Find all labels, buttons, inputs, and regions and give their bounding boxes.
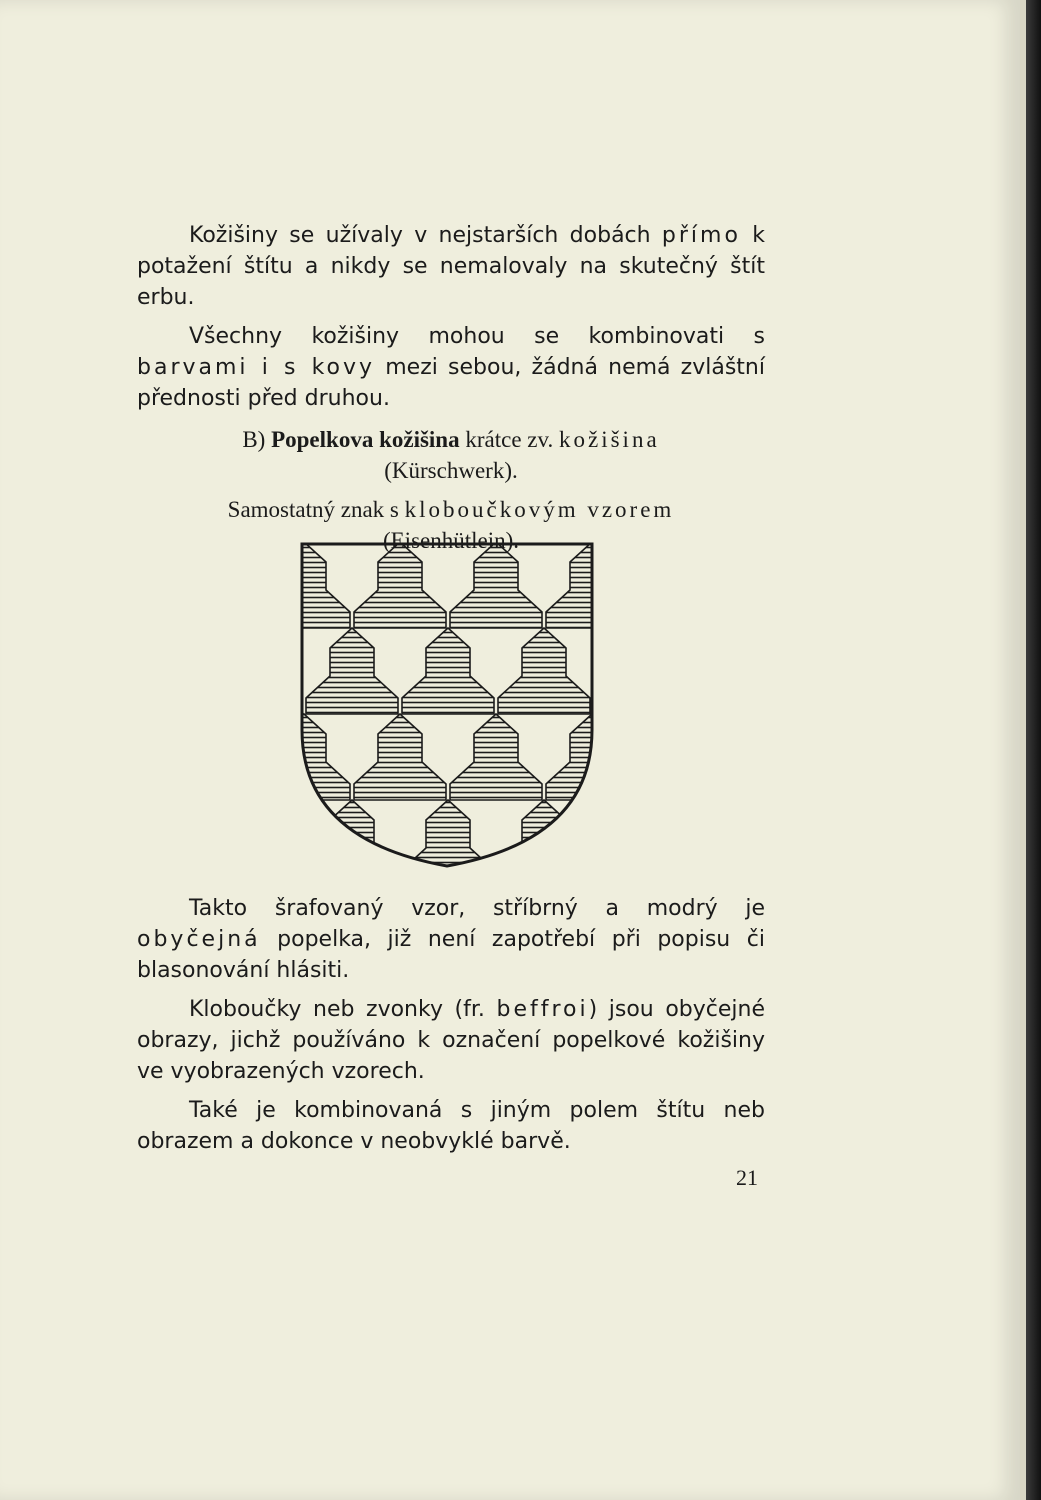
vair-bell: [306, 800, 398, 870]
bottom-text-block: [137, 893, 765, 1165]
paragraph-2: Všechny kožišiny mohou se kombinovati s barvami i s kovy mezi sebou, žádná nemá zvláštní přednosti před druhou.: [137, 324, 765, 411]
paragraph-3: Takto šrafovaný vzor, stříbrný a modrý je obyčejná popelka, již není zapotřebí při popisu či blasonování hlásiti.: [137, 896, 765, 983]
page-edge-shadow: [1026, 0, 1041, 1500]
vair-bell: [306, 628, 398, 714]
paragraph-5: Také je kombinovaná s jiným polem štítu neb obrazem a dokonce v neobvyklé barvě.: [137, 1098, 765, 1154]
vair-bell: [450, 714, 542, 800]
paragraph-4: Kloboučky neb zvonky (fr. beffroi) jsou obyčejné obrazy, jichž používáno k označení popelkové kožišiny ve vyobrazených vzorech.: [137, 997, 765, 1084]
vair-bell: [298, 800, 302, 870]
vair-bell: [402, 628, 494, 714]
vair-bell: [498, 628, 590, 714]
page-number: 21: [736, 1165, 758, 1190]
vair-bell: [450, 542, 542, 628]
paragraph-1: Kožišiny se užívaly v nejstarších dobách přímo k potažení štítu a nikdy se nemalovaly na skutečný štít erbu.: [137, 223, 766, 310]
vair-shield-illustration: [298, 540, 598, 870]
vair-bell: [594, 800, 598, 870]
vair-bell: [546, 542, 598, 628]
vair-bell: [298, 542, 350, 628]
vair-bell: [354, 542, 446, 628]
top-text-block: [137, 220, 765, 564]
vair-bell: [498, 800, 590, 870]
vair-bell: [354, 714, 446, 800]
section-b-subheading: Samostatný znak s kloboučkovým vzorem (Eisenhütlein).: [227, 497, 675, 553]
section-b-heading: B) Popelkova kožišina krátce zv. kožišina (Kürschwerk).: [242, 427, 660, 483]
vair-bell: [594, 628, 598, 714]
